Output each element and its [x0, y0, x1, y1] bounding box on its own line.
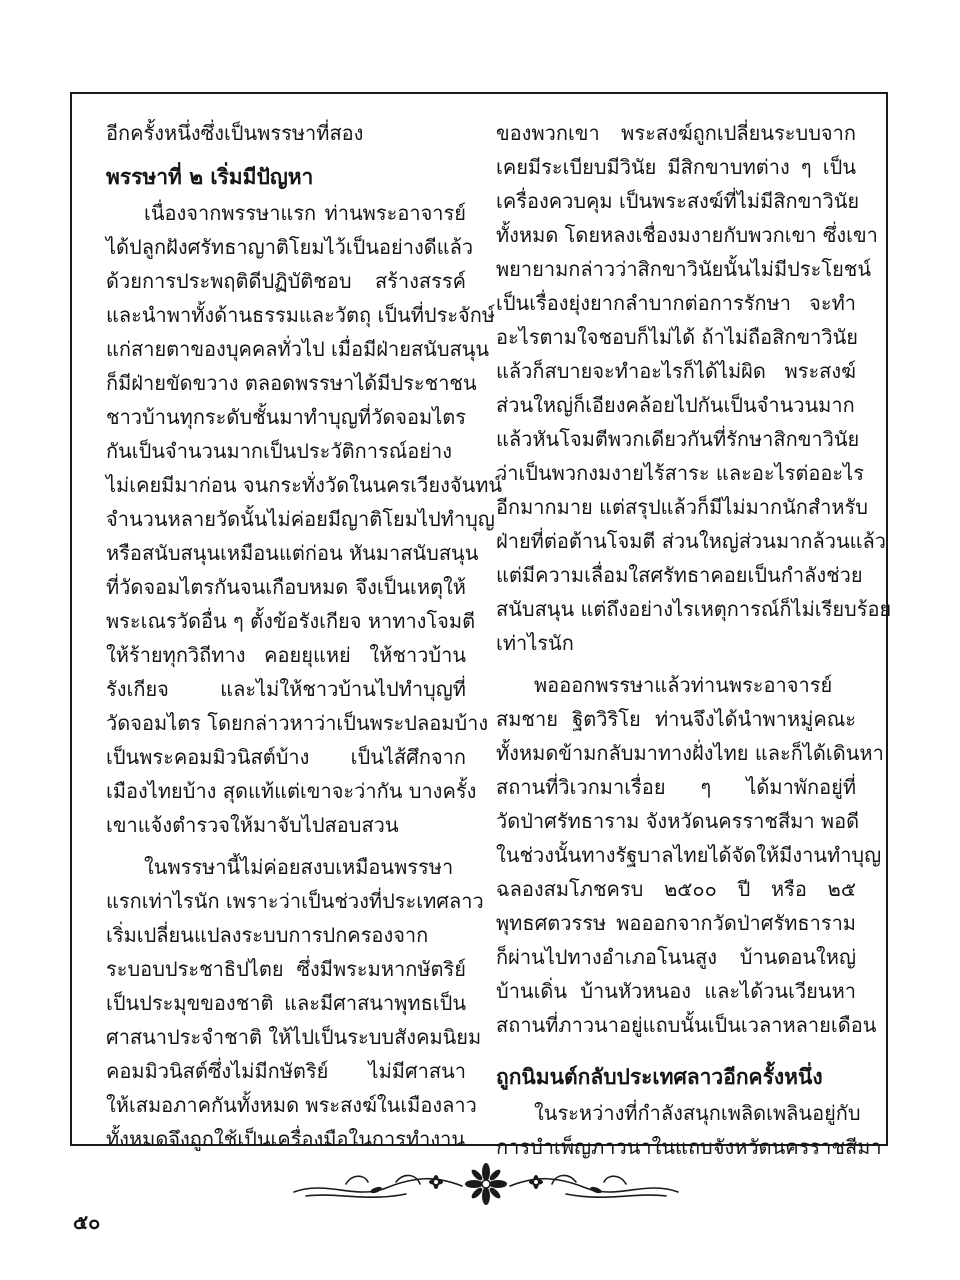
text-line: ชาวบ้านทุกระดับชั้นมาทำบุญที่วัดจอมไตร [106, 405, 467, 429]
text-line: แล้วก็สบายจะทำอะไรก็ได้ไม่ผิด พระสงฆ์ [496, 359, 856, 383]
text-line: สถานที่วิเวกมาเรื่อย ๆ ได้มาพักอยู่ที่ [496, 775, 856, 799]
text-line: เป็นประมุขของชาติ และมีศาสนาพุทธเป็น [106, 991, 466, 1015]
text-line: สถานที่ภาวนาอยู่แถบนั้นเป็นเวลาหลายเดือน [496, 1013, 877, 1037]
text-line: สนับสนุน แต่ถึงอย่างไรเหตุการณ์ก็ไม่เรียบร้อย [496, 597, 892, 621]
text-line: ระบอบประชาธิปไตย ซึ่งมีพระมหากษัตริย์ [106, 957, 466, 981]
text-line: เท่าไรนัก [496, 631, 574, 655]
paragraph [106, 196, 503, 842]
text-line: เริ่มเปลี่ยนแปลงระบบการปกครองจาก [106, 923, 429, 947]
text-line: พุทธศตวรรษ พอออกจากวัดป่าศรัทธาราม [496, 911, 856, 935]
text-line: เป็นพระคอมมิวนิสต์บ้าง เป็นไส้ศึกจาก [106, 745, 466, 769]
spacer [106, 150, 466, 158]
text-line: ในพรรษานี้ไม่ค่อยสงบเหมือนพรรษา [144, 855, 454, 879]
text-line: ที่วัดจอมไตรกันจนเกือบหมด จึงเป็นเหตุให้ [106, 575, 466, 599]
text-line: เนื่องจากพรรษาแรก ท่านพระอาจารย์ [144, 201, 466, 225]
text-line: หรือสนับสนุนเหมือนแต่ก่อน หันมาสนับสนุน [106, 541, 479, 565]
text-line: วัดป่าศรัทธาราม จังหวัดนครราชสีมา พอดี [496, 809, 860, 833]
left-column [106, 116, 503, 1156]
text-line: เขาแจ้งตำรวจให้มาจับไปสอบสวน [106, 813, 399, 837]
page-number: ๕๐ [73, 1210, 101, 1234]
section-heading-invited-back-to-laos: ถูกนิมนต์กลับประเทศลาวอีกครั้งหนึ่ง [496, 1064, 823, 1089]
text-line: แรกเท่าไรนัก เพราะว่าเป็นช่วงที่ประเทศลาว [106, 889, 484, 913]
text-line: เครื่องควบคุม เป็นพระสงฆ์ที่ไม่มีสิกขาวินัย [496, 189, 860, 213]
text-line: การบำเพ็ญภาวนาในแถบจังหวัดนครราชสีมา [496, 1135, 882, 1159]
text-line: ฉลองสมโภชครบ ๒๕๐๐ ปี หรือ ๒๕ [496, 877, 856, 901]
text-line: พระเณรวัดอื่น ๆ ตั้งข้อรังเกียจ หาทางโจมตี [106, 609, 476, 633]
text-line: แต่มีความเลื่อมใสศรัทธาคอยเป็นกำลังช่วย [496, 563, 863, 587]
text-line: ก็มีฝ่ายขัดขวาง ตลอดพรรษาได้มีประชาชน [106, 371, 477, 395]
text-line: ของพวกเขา พระสงฆ์ถูกเปลี่ยนระบบจาก [496, 121, 856, 145]
text-line: ไม่เคยมีมาก่อน จนกระทั่งวัดในนครเวียงจันทน์ [106, 473, 503, 497]
text-line: พยายามกล่าวว่าสิกขาวินัยนั้นไม่มีประโยชน์ [496, 257, 872, 281]
text-line: ฝ่ายที่ต่อต้านโจมตี ส่วนใหญ่ส่วนมากล้วนแล้ว [496, 529, 886, 553]
text-line: แล้วหันโจมตีพวกเดียวกันที่รักษาสิกขาวินัย [496, 427, 860, 451]
text-line: ด้วยการประพฤติดีปฏิบัติชอบ สร้างสรรค์ [106, 269, 466, 293]
text-line: ในระหว่างที่กำลังสนุกเพลิดเพลินอยู่กับ [534, 1101, 861, 1125]
text-line: ในช่วงนั้นทางรัฐบาลไทยได้จัดให้มีงานทำบุญ [496, 843, 882, 867]
text-line: จำนวนหลายวัดนั้นไม่ค่อยมีญาติโยมไปทำบุญ [106, 507, 495, 531]
text-line: ศาสนาประจำชาติ ให้ไปเป็นระบบสังคมนิยม [106, 1025, 482, 1049]
text-line: ให้เสมอภาคกันทั้งหมด พระสงฆ์ในเมืองลาว [106, 1093, 477, 1117]
intro-line: อีกครั้งหนึ่งซึ่งเป็นพรรษาที่สอง [106, 121, 364, 145]
text-line: อีกมากมาย แต่สรุปแล้วก็มีไม่มากนักสำหรับ [496, 495, 868, 519]
paragraph [496, 1096, 882, 1164]
floral-divider-icon [286, 1162, 686, 1206]
text-line: ทั้งหมด โดยหลงเชื่องมงายกับพวกเขา ซึ่งเขา [496, 223, 878, 247]
text-line: เป็นเรื่องยุ่งยากลำบากต่อการรักษา จะทำ [496, 291, 856, 315]
text-line: วัดจอมไตร โดยกล่าวหาว่าเป็นพระปลอมบ้าง [106, 711, 489, 735]
text-line: เมืองไทยบ้าง สุดแท้แต่เขาจะว่ากัน บางครั้ง [106, 779, 477, 803]
text-line: ทั้งหมดจึงถูกใช้เป็นเครื่องมือในการทำงาน [106, 1127, 466, 1151]
text-line: ส่วนใหญ่ก็เอียงคล้อยไปกันเป็นจำนวนมาก [496, 393, 855, 417]
text-line: สมชาย ฐิตวิริโย ท่านจึงได้นำพาหมู่คณะ [496, 707, 856, 731]
paragraph [496, 668, 884, 1042]
spacer [496, 660, 856, 668]
spacer [106, 842, 466, 850]
text-line: เคยมีระเบียบมีวินัย มีสิกขาบทต่าง ๆ เป็น [496, 155, 856, 179]
right-column [496, 116, 892, 1164]
text-line: กันเป็นจำนวนมากเป็นประวัติการณ์อย่าง [106, 439, 452, 463]
text-line: คอมมิวนิสต์ซึ่งไม่มีกษัตริย์ ไม่มีศาสนา [106, 1059, 466, 1083]
spacer [496, 1042, 856, 1058]
paragraph [496, 116, 892, 660]
text-line: ได้ปลูกฝังศรัทธาญาติโยมไว้เป็นอย่างดีแล้ว [106, 235, 474, 259]
text-line: ทั้งหมดข้ามกลับมาทางฝั่งไทย และก็ได้เดินหา [496, 741, 884, 765]
paragraph [106, 850, 484, 1156]
text-line: ว่าเป็นพวกงมงายไร้สาระ และอะไรต่ออะไร [496, 461, 864, 485]
text-line: อะไรตามใจชอบก็ไม่ได้ ถ้าไม่ถือสิกขาวินัย [496, 325, 859, 349]
text-line: ให้ร้ายทุกวิถีทาง คอยยุแหย่ ให้ชาวบ้าน [106, 643, 466, 667]
text-line: และนำพาทั้งด้านธรรมและวัตถุ เป็นที่ประจักษ์ [106, 303, 496, 327]
text-line: แก่สายตาของบุคคลทั่วไป เมื่อมีฝ่ายสนับสนุน [106, 337, 490, 361]
text-line: บ้านเดิ่น บ้านหัวหนอง และได้วนเวียนหา [496, 979, 856, 1003]
text-line: ก็ผ่านไปทางอำเภอโนนสูง บ้านดอนใหญ่ [496, 945, 856, 969]
section-heading-second-rains: พรรษาที่ ๒ เริ่มมีปัญหา [106, 164, 314, 189]
text-line: รังเกียจ และไม่ให้ชาวบ้านไปทำบุญที่ [106, 677, 466, 701]
text-line: พอออกพรรษาแล้วท่านพระอาจารย์ [534, 673, 833, 697]
